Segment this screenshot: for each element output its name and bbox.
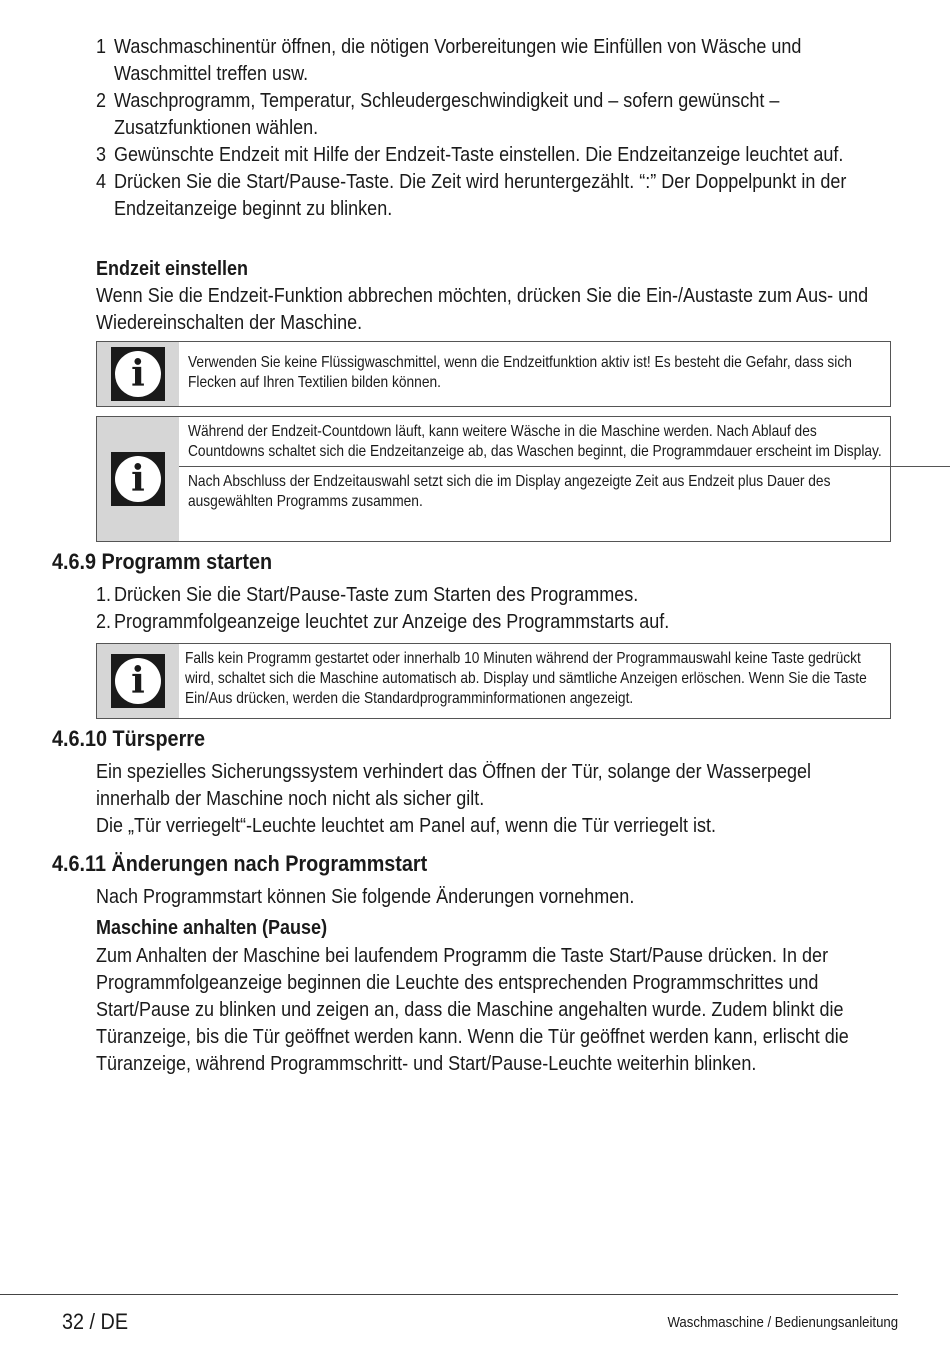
list-item: 2 Waschprogramm, Temperatur, Schleudergeschwindigkeit und – sofern gewünscht – Zusatzfunktionen wählen. — [96, 90, 780, 139]
info-text: Verwenden Sie keine Flüssigwaschmittel, wenn die Endzeitfunktion aktiv ist! Es besteht die Gefahr, dass sich Flecken auf Ihren Textilien bilden können. — [188, 354, 852, 391]
section-heading-4-6-9: 4.6.9 Programm starten — [52, 549, 273, 574]
pause-text: Zum Anhalten der Maschine bei laufendem Programm die Taste Start/Pause drücken. In der Programmfolgeanzeige beginnen die Leuchte des entsprechenden Programmschrittes und Start/Pause zu blinken und zeigen an, dass die Maschine angehalten wurde. Zudem blinkt die Türanzeige, bis die Tür geöffnet werden kann. Wenn die Tür geöffnet werden kann, erlischt die Türanzeige, während Programmschritt- und Start/Pause-Leuchte weiterhin blinken. — [96, 945, 849, 1075]
list-item: 3 Gewünschte Endzeit mit Hilfe der Endzeit-Taste einstellen. Die Endzeitanzeige leuchtet auf. — [96, 144, 844, 166]
info-text: Während der Endzeit-Countdown läuft, kann weitere Wäsche in die Maschine werden. Nach Ablauf des Countdowns schaltet sich die Endzeitanzeige ab, das Waschen beginnt, die Programmdauer erscheint im Display. — [188, 423, 882, 460]
setup-steps — [96, 34, 888, 223]
start-steps — [96, 582, 888, 636]
info-icon: i — [111, 347, 165, 401]
endzeit-heading: Endzeit einstellen — [96, 258, 249, 280]
section-heading-4-6-11: 4.6.11 Änderungen nach Programmstart — [52, 851, 428, 876]
info-text: Nach Abschluss der Endzeitauswahl setzt sich die im Display angezeigte Zeit aus Endzeit plus Dauer des ausgewählten Programms zusammen. — [188, 473, 831, 510]
info-note-auto-off — [96, 643, 891, 719]
info-note-liquid-detergent — [96, 341, 891, 407]
section-heading-4-6-10: 4.6.10 Türsperre — [52, 726, 205, 751]
changes-intro: Nach Programmstart können Sie folgende Änderungen vornehmen. — [96, 886, 635, 908]
document-title: Waschmaschine / Bedienungsanleitung — [667, 1314, 898, 1331]
info-note-countdown — [96, 416, 891, 542]
list-item: 4 Drücken Sie die Start/Pause-Taste. Die Zeit wird heruntergezählt. “:” Der Doppelpunkt in der Endzeitanzeige beginnt zu blinken. — [96, 171, 847, 220]
list-item: 1. Drücken Sie die Start/Pause-Taste zum Starten des Programmes. — [96, 584, 639, 606]
footer-divider — [0, 1294, 898, 1295]
list-item: 2. Programmfolgeanzeige leuchtet zur Anzeige des Programmstarts auf. — [96, 611, 670, 633]
info-icon: i — [111, 654, 165, 708]
endzeit-text: Wenn Sie die Endzeit-Funktion abbrechen möchten, drücken Sie die Ein-/Austaste zum Aus- und Wiedereinschalten der Maschine. — [96, 285, 869, 334]
list-item: 1 Waschmaschinentür öffnen, die nötigen Vorbereitungen wie Einfüllen von Wäsche und Waschmittel treffen usw. — [96, 36, 802, 85]
pause-subheading: Maschine anhalten (Pause) — [96, 917, 328, 939]
door-lock-text: Ein spezielles Sicherungssystem verhindert das Öffnen der Tür, solange der Wasserpegel innerhalb der Maschine noch nicht als sicher gilt. — [96, 761, 812, 810]
info-text: Falls kein Programm gestartet oder innerhalb 10 Minuten während der Programmauswahl keine Taste gedrückt wird, schaltet sich die Maschine automatisch ab. Display und sämtliche Anzeigen erlöschen. Wenn Sie die Taste Ein/Aus drücken, werden die Standardprogramminformationen angezeigt. — [185, 650, 867, 707]
page-number: 32 / DE — [62, 1309, 129, 1334]
info-icon: i — [111, 452, 165, 506]
door-lock-light-text: Die „Tür verriegelt“-Leuchte leuchtet am Panel auf, wenn die Tür verriegelt ist. — [96, 815, 716, 837]
